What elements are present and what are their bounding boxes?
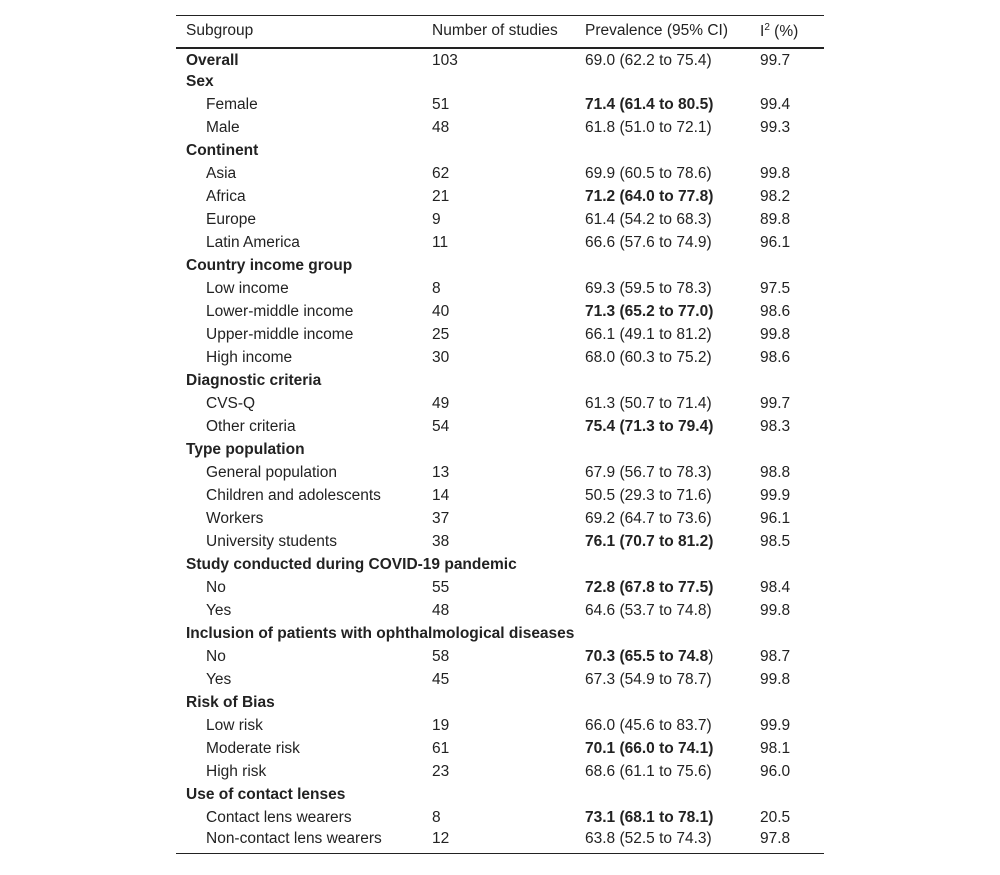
prevalence-value: 70.1 (66.0 to 74.1) [585, 740, 714, 757]
studies-cell: 55 [432, 579, 450, 596]
i2-cell: 99.9 [760, 717, 791, 734]
prevalence-cell [575, 416, 750, 439]
header-i2: $I^2$ (%) [750, 16, 824, 48]
prevalence-cell [575, 738, 750, 761]
header-subgroup: Subgroup [176, 16, 422, 48]
prevalence-cell [575, 278, 750, 301]
prevalence-cell [575, 301, 750, 324]
prevalence-cell [575, 209, 750, 232]
table-row [176, 301, 824, 324]
table-group-row [176, 370, 824, 393]
table-row [176, 669, 824, 692]
i2-cell: 98.8 [760, 464, 791, 481]
studies-cell: 11 [432, 234, 449, 251]
table-row [176, 485, 824, 508]
table-group-row [176, 71, 824, 94]
studies-cell: 25 [432, 326, 450, 343]
i2-cell: 89.8 [760, 211, 791, 228]
studies-cell: 37 [432, 510, 450, 527]
prevalence-value: 61.4 (54.2 to 68.3) [585, 211, 712, 228]
subgroup-cell: Low risk [206, 717, 263, 734]
table-row [176, 232, 824, 255]
subgroup-cell: Male [206, 119, 240, 136]
prevalence-value: 76.1 (70.7 to 81.2) [585, 533, 714, 550]
table-row [176, 324, 824, 347]
prevalence-value: 71.3 (65.2 to 77.0) [585, 303, 714, 320]
table-row [176, 209, 824, 232]
prevalence-cell [575, 600, 750, 623]
i2-cell: 96.1 [760, 510, 791, 527]
table-row [176, 416, 824, 439]
studies-cell: 103 [432, 52, 458, 69]
table-row [176, 278, 824, 301]
table-row [176, 393, 824, 416]
prevalence-cell [575, 646, 750, 669]
table-group-row [176, 784, 824, 807]
prevalence-cell [575, 163, 750, 186]
studies-cell: 62 [432, 165, 450, 182]
prevalence-cell [575, 577, 750, 600]
subgroup-cell: CVS-Q [206, 395, 256, 412]
group-label: Study conducted during COVID-19 pandemic [186, 556, 517, 573]
group-label: Country income group [186, 257, 353, 274]
studies-cell: 8 [432, 809, 441, 826]
table-row [176, 48, 824, 71]
prevalence-value: 69.2 (64.7 to 73.6) [585, 510, 712, 527]
subgroup-cell: Africa [206, 188, 246, 205]
prevalence-value: 68.0 (60.3 to 75.2) [585, 349, 712, 366]
table-row [176, 186, 824, 209]
table-group-row [176, 255, 824, 278]
prevalence-value: 66.1 (49.1 to 81.2) [585, 326, 712, 343]
prevalence-value: 67.9 (56.7 to 78.3) [585, 464, 712, 481]
group-label: Diagnostic criteria [186, 372, 322, 389]
studies-cell: 14 [432, 487, 450, 504]
i2-cell: 99.8 [760, 165, 791, 182]
table-row [176, 761, 824, 784]
prevalence-value: 61.8 (51.0 to 72.1) [585, 119, 712, 136]
prevalence-value: 63.8 (52.5 to 74.3) [585, 829, 712, 847]
prevalence-cell [575, 324, 750, 347]
i2-cell: 20.5 [760, 809, 791, 826]
prevalence-cell [575, 761, 750, 784]
subgroup-cell: Yes [206, 602, 232, 619]
group-label: Sex [186, 73, 214, 90]
studies-cell: 13 [432, 464, 450, 481]
i2-cell: 99.7 [760, 395, 791, 412]
prevalence-value: 64.6 (53.7 to 74.8) [585, 602, 712, 619]
prevalence-value: 66.0 (45.6 to 83.7) [585, 717, 712, 734]
studies-cell: 40 [432, 303, 450, 320]
prevalence-cell [575, 462, 750, 485]
subgroup-cell: Workers [206, 510, 264, 527]
subgroup-cell: Children and adolescents [206, 487, 381, 504]
studies-cell: 38 [432, 533, 450, 550]
table-row [176, 347, 824, 370]
i2-cell: 96.0 [760, 763, 791, 780]
header-prevalence: Prevalence (95% CI) [575, 16, 750, 48]
i2-cell: 98.6 [760, 303, 791, 320]
prevalence-value: 72.8 (67.8 to 77.5) [585, 579, 714, 596]
studies-cell: 61 [432, 740, 450, 757]
i2-cell: 99.7 [760, 52, 791, 69]
subgroup-cell: Yes [206, 671, 232, 688]
prevalence-cell [575, 347, 750, 370]
group-label: Type population [186, 441, 305, 458]
subgroup-cell: Europe [206, 211, 256, 228]
subgroup-cell: Lower-middle income [206, 303, 354, 320]
subgroup-cell: Moderate risk [206, 740, 300, 757]
prevalence-subgroup-table [176, 15, 824, 854]
prevalence-cell [575, 807, 750, 830]
studies-cell: 45 [432, 671, 450, 688]
table-group-row [176, 623, 824, 646]
prevalence-cell [575, 94, 750, 117]
group-label: Continent [186, 142, 259, 159]
subgroup-cell: University students [206, 533, 337, 550]
subgroup-cell: Overall [186, 52, 239, 69]
studies-cell: 48 [432, 602, 450, 619]
prevalence-cell [575, 508, 750, 531]
header-number-of-studies: Number of studies [422, 16, 575, 48]
table-body [176, 48, 824, 854]
subgroup-cell: High income [206, 349, 293, 366]
subgroup-cell: Female [206, 96, 258, 113]
i2-cell: 99.3 [760, 119, 791, 136]
prevalence-value: 67.3 (54.9 to 78.7) [585, 671, 712, 688]
table-row [176, 715, 824, 738]
prevalence-value: 75.4 (71.3 to 79.4) [585, 418, 714, 435]
i2-cell: 98.4 [760, 579, 791, 596]
studies-cell: 49 [432, 395, 450, 412]
prevalence-value: 61.3 (50.7 to 71.4) [585, 395, 712, 412]
i2-cell: 98.7 [760, 648, 791, 665]
studies-cell: 58 [432, 648, 450, 665]
table-row [176, 163, 824, 186]
table-row [176, 600, 824, 623]
prevalence-value: 66.6 (57.6 to 74.9) [585, 234, 712, 251]
studies-cell: 54 [432, 418, 450, 435]
subgroup-cell: Low income [206, 280, 289, 297]
table-row [176, 807, 824, 830]
table-row [176, 646, 824, 669]
i2-cell: 99.8 [760, 602, 791, 619]
prevalence-value: 73.1 (68.1 to 78.1) [585, 809, 714, 826]
table-group-row [176, 692, 824, 715]
table-row [176, 508, 824, 531]
studies-cell: 21 [432, 188, 450, 205]
table-row [176, 577, 824, 600]
table-row [176, 462, 824, 485]
studies-cell: 9 [432, 211, 441, 228]
i2-cell: 98.6 [760, 349, 791, 366]
studies-cell: 23 [432, 763, 450, 780]
i2-cell: 98.1 [760, 740, 791, 757]
prevalence-value: 69.0 (62.2 to 75.4) [585, 52, 712, 69]
i2-cell: 97.8 [750, 830, 824, 854]
table-group-row [176, 140, 824, 163]
subgroup-cell: High risk [206, 763, 267, 780]
group-label: Use of contact lenses [186, 786, 346, 803]
i2-cell: 99.9 [760, 487, 791, 504]
prevalence-value: 68.6 (61.1 to 75.6) [585, 763, 712, 780]
subgroup-cell: General population [206, 464, 337, 481]
table-group-row [176, 554, 824, 577]
prevalence-value: 71.2 (64.0 to 77.8) [585, 188, 714, 205]
subgroup-cell: Contact lens wearers [206, 809, 352, 826]
studies-cell: 19 [432, 717, 450, 734]
prevalence-cell [575, 48, 750, 71]
prevalence-value: 69.3 (59.5 to 78.3) [585, 280, 712, 297]
i2-cell: 97.5 [760, 280, 791, 297]
i2-cell: 98.5 [760, 533, 791, 550]
table-row [176, 531, 824, 554]
prevalence-value: 71.4 (61.4 to 80.5) [585, 96, 714, 113]
subgroup-cell: Other criteria [206, 418, 296, 435]
prevalence-value: 50.5 (29.3 to 71.6) [585, 487, 712, 504]
i2-cell: 99.4 [760, 96, 791, 113]
table-group-row [176, 439, 824, 462]
subgroup-cell: Non-contact lens wearers [176, 830, 422, 854]
prevalence-value: 69.9 (60.5 to 78.6) [585, 165, 712, 182]
studies-cell: 8 [432, 280, 441, 297]
prevalence-cell [575, 830, 750, 854]
subgroup-cell: No [206, 579, 226, 596]
group-label: Inclusion of patients with ophthalmological diseases [186, 625, 575, 642]
prevalence-cell [575, 669, 750, 692]
i2-cell: 99.8 [760, 326, 791, 343]
subgroup-cell: Asia [206, 165, 237, 182]
studies-cell: 12 [422, 830, 575, 854]
table-row [176, 117, 824, 140]
prevalence-cell [575, 715, 750, 738]
i2-cell: 99.8 [760, 671, 791, 688]
i2-cell: 98.3 [760, 418, 791, 435]
prevalence-cell [575, 393, 750, 416]
prevalence-cell [575, 117, 750, 140]
studies-cell: 51 [432, 96, 450, 113]
studies-cell: 48 [432, 119, 450, 136]
prevalence-cell [575, 531, 750, 554]
prevalence-cell [575, 186, 750, 209]
i2-cell: 96.1 [760, 234, 791, 251]
group-label: Risk of Bias [186, 694, 275, 711]
i2-cell: 98.2 [760, 188, 791, 205]
prevalence-cell [575, 485, 750, 508]
subgroup-cell: Latin America [206, 234, 300, 251]
subgroup-cell: Upper-middle income [206, 326, 354, 343]
prevalence-value: 70.3 (65.5 to 74.8 [585, 648, 709, 665]
subgroup-cell: No [206, 648, 226, 665]
prevalence-cell [575, 232, 750, 255]
table-header-row [176, 16, 824, 48]
table-row [176, 738, 824, 761]
table-row [176, 830, 824, 854]
prevalence-tail: ) [708, 648, 714, 665]
studies-cell: 30 [432, 349, 450, 366]
table-row [176, 94, 824, 117]
